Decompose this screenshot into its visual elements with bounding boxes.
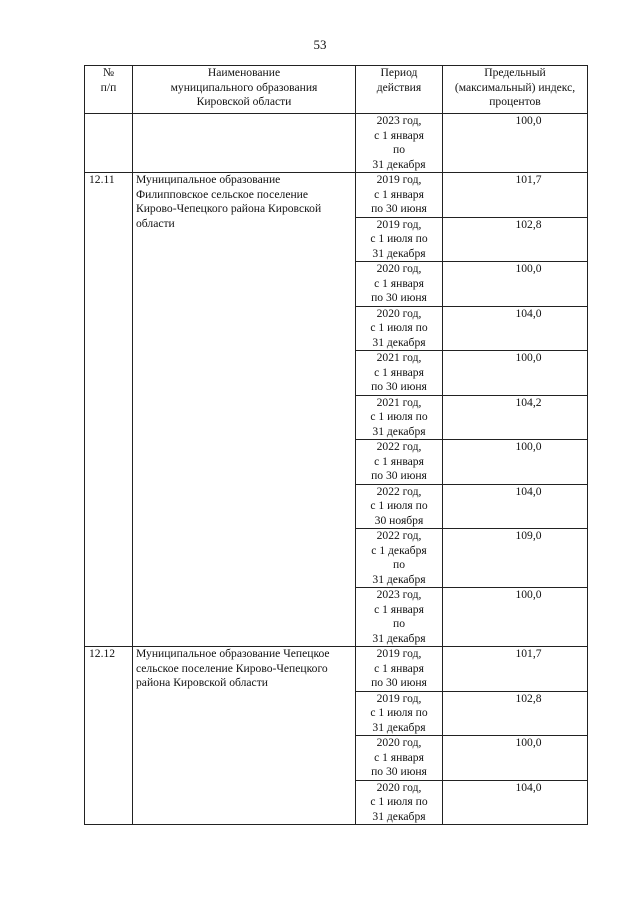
header-period: Период действия — [356, 66, 443, 114]
index-cell: 109,0 — [443, 529, 588, 588]
index-cell: 101,7 — [443, 647, 588, 692]
period-cell: 2019 год, с 1 июля по 31 декабря — [356, 691, 443, 736]
period-cell: 2023 год, с 1 января по 31 декабря — [356, 588, 443, 647]
header-num: № п/п — [85, 66, 133, 114]
period-cell: 2019 год, с 1 января по 30 июня — [356, 173, 443, 218]
period-cell: 2020 год, с 1 июля по 31 декабря — [356, 780, 443, 825]
period-cell: 2021 год, с 1 января по 30 июня — [356, 351, 443, 396]
index-cell: 101,7 — [443, 173, 588, 218]
period-cell: 2019 год, с 1 июля по 31 декабря — [356, 217, 443, 262]
name-cell-empty — [133, 114, 356, 173]
entity-number: 12.12 — [85, 647, 133, 825]
entity-name: Муниципальное образование Чепецкое сельское поселение Кирово-Чепецкого района Кировской области — [133, 647, 356, 825]
table-row — [85, 114, 588, 173]
period-cell: 2022 год, с 1 декабря по 31 декабря — [356, 529, 443, 588]
index-cell: 100,0 — [443, 262, 588, 307]
table-row — [85, 173, 588, 218]
index-cell: 104,0 — [443, 780, 588, 825]
index-cell: 104,0 — [443, 484, 588, 529]
entity-number: 12.11 — [85, 173, 133, 647]
index-cell: 104,0 — [443, 306, 588, 351]
index-cell: 100,0 — [443, 588, 588, 647]
page-number: 53 — [313, 37, 327, 52]
period-cell: 2020 год, с 1 января по 30 июня — [356, 736, 443, 781]
period-cell: 2020 год, с 1 января по 30 июня — [356, 262, 443, 307]
table-row — [85, 647, 588, 692]
period-cell: 2021 год, с 1 июля по 31 декабря — [356, 395, 443, 440]
num-cell-empty — [85, 114, 133, 173]
index-cell: 102,8 — [443, 691, 588, 736]
table-header-row — [85, 66, 588, 114]
period-cell: 2020 год, с 1 июля по 31 декабря — [356, 306, 443, 351]
index-cell: 102,8 — [443, 217, 588, 262]
header-index: Предельный (максимальный) индекс, процентов — [443, 66, 588, 114]
index-cell: 100,0 — [443, 351, 588, 396]
index-cell: 104,2 — [443, 395, 588, 440]
index-cell: 100,0 — [443, 440, 588, 485]
entity-name: Муниципальное образование Филипповское сельское поселение Кирово-Чепецкого района Кировской области — [133, 173, 356, 647]
tariff-index-table — [84, 65, 588, 825]
period-cell: 2022 год, с 1 июля по 30 ноября — [356, 484, 443, 529]
index-cell: 100,0 — [443, 114, 588, 173]
period-cell: 2022 год, с 1 января по 30 июня — [356, 440, 443, 485]
header-name: Наименование муниципального образования Кировской области — [133, 66, 356, 114]
index-cell: 100,0 — [443, 736, 588, 781]
period-cell: 2023 год, с 1 января по 31 декабря — [356, 114, 443, 173]
period-cell: 2019 год, с 1 января по 30 июня — [356, 647, 443, 692]
